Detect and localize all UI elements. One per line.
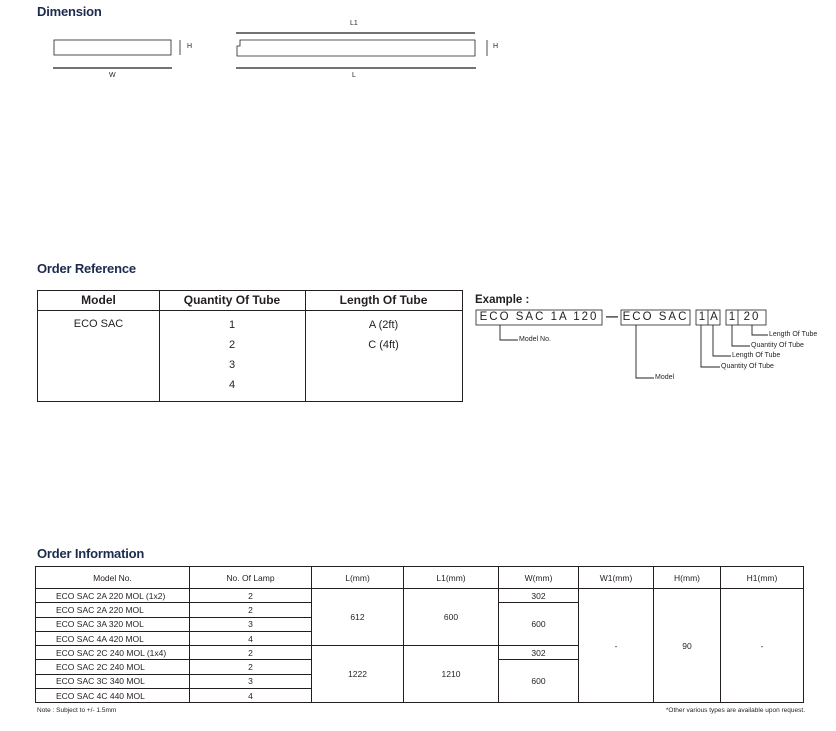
note-tolerance: Note : Subject to +/- 1.5mm (37, 707, 117, 714)
example-dash: — (606, 309, 618, 323)
cell-model: ECO SAC 4A 420 MOL (36, 631, 190, 645)
cell-l-2ft: 612 (312, 589, 404, 646)
callout-quantity: Quantity Of Tube (721, 363, 774, 370)
table-header-row (36, 567, 804, 589)
example-part-digit2: 20 (743, 311, 761, 323)
dim-label-w: W (109, 72, 116, 79)
cell-lamps: 3 (190, 674, 312, 688)
cell-w-a: 302 (499, 589, 579, 603)
cell-model: ECO SAC 3A 320 MOL (36, 617, 190, 631)
cell-w-c: 302 (499, 646, 579, 660)
cell-w-d: 600 (499, 660, 579, 703)
cell-lamps: 2 (190, 660, 312, 674)
cell-model: ECO SAC 2C 240 MOL (1x4) (36, 646, 190, 660)
ref-length-c: C (4ft) (368, 339, 399, 351)
cell-w1: - (579, 589, 654, 703)
ref-model-value: ECO SAC (73, 318, 124, 330)
cell-model: ECO SAC 4C 440 MOL (36, 689, 190, 703)
header-h1: H1(mm) (721, 567, 804, 589)
cell-lamps: 4 (190, 689, 312, 703)
example-part-model: ECO SAC (622, 311, 689, 323)
table-row (36, 589, 804, 603)
cell-model: ECO SAC 3C 340 MOL (36, 674, 190, 688)
dim-label-l1: L1 (350, 20, 358, 27)
header-l1: L1(mm) (404, 567, 499, 589)
ref-header-model: Model (81, 293, 116, 307)
callout-quantity-2: Quantity Of Tube (751, 342, 804, 349)
callout-model: Model (655, 374, 675, 381)
cell-model: ECO SAC 2A 220 MOL (36, 603, 190, 617)
ref-qty-2: 2 (228, 339, 236, 351)
ref-qty-1: 1 (228, 319, 236, 331)
example-part-digit1: 1 (728, 311, 736, 323)
example-code: ECO SAC 1A 120 (479, 311, 599, 323)
ref-qty-4: 4 (228, 379, 236, 391)
dim-label-l: L (352, 72, 356, 79)
header-w: W(mm) (499, 567, 579, 589)
order-information-table (35, 566, 804, 703)
cell-lamps: 2 (190, 646, 312, 660)
note-other-types: *Other various types are available upon request. (665, 707, 805, 714)
cell-model: ECO SAC 2C 240 MOL (36, 660, 190, 674)
ref-header-length: Length Of Tube (339, 293, 428, 307)
callout-length-2: Length Of Tube (769, 331, 818, 338)
example-title: Example : (475, 294, 530, 306)
cell-lamps: 3 (190, 617, 312, 631)
dim-label-h-side: H (187, 43, 193, 50)
cell-lamps: 2 (190, 589, 312, 603)
cell-lamps: 4 (190, 631, 312, 645)
dimension-heading: Dimension (37, 4, 102, 19)
cell-w-b: 600 (499, 603, 579, 646)
ref-length-a: A (2ft) (368, 319, 399, 331)
header-l: L(mm) (312, 567, 404, 589)
cell-l-4ft: 1222 (312, 646, 404, 703)
header-w1: W1(mm) (579, 567, 654, 589)
callout-model-no: Model No. (519, 336, 551, 343)
cell-h: 90 (654, 589, 721, 703)
ref-qty-3: 3 (228, 359, 236, 371)
cell-model: ECO SAC 2A 220 MOL (1x2) (36, 589, 190, 603)
ref-header-quantity: Quantity Of Tube (183, 293, 281, 307)
example-part-qty: 1 (698, 311, 706, 323)
cell-l1-2ft: 600 (404, 589, 499, 646)
header-no-of-lamp: No. Of Lamp (190, 567, 312, 589)
order-reference-heading: Order Reference (37, 261, 136, 276)
example-part-length: A (710, 311, 718, 323)
cell-h1: - (721, 589, 804, 703)
callout-length: Length Of Tube (732, 352, 781, 359)
cell-lamps: 2 (190, 603, 312, 617)
header-model-no: Model No. (36, 567, 190, 589)
cell-l1-4ft: 1210 (404, 646, 499, 703)
order-information-heading: Order Information (37, 546, 145, 561)
header-h: H(mm) (654, 567, 721, 589)
dim-label-h-front: H (493, 43, 499, 50)
